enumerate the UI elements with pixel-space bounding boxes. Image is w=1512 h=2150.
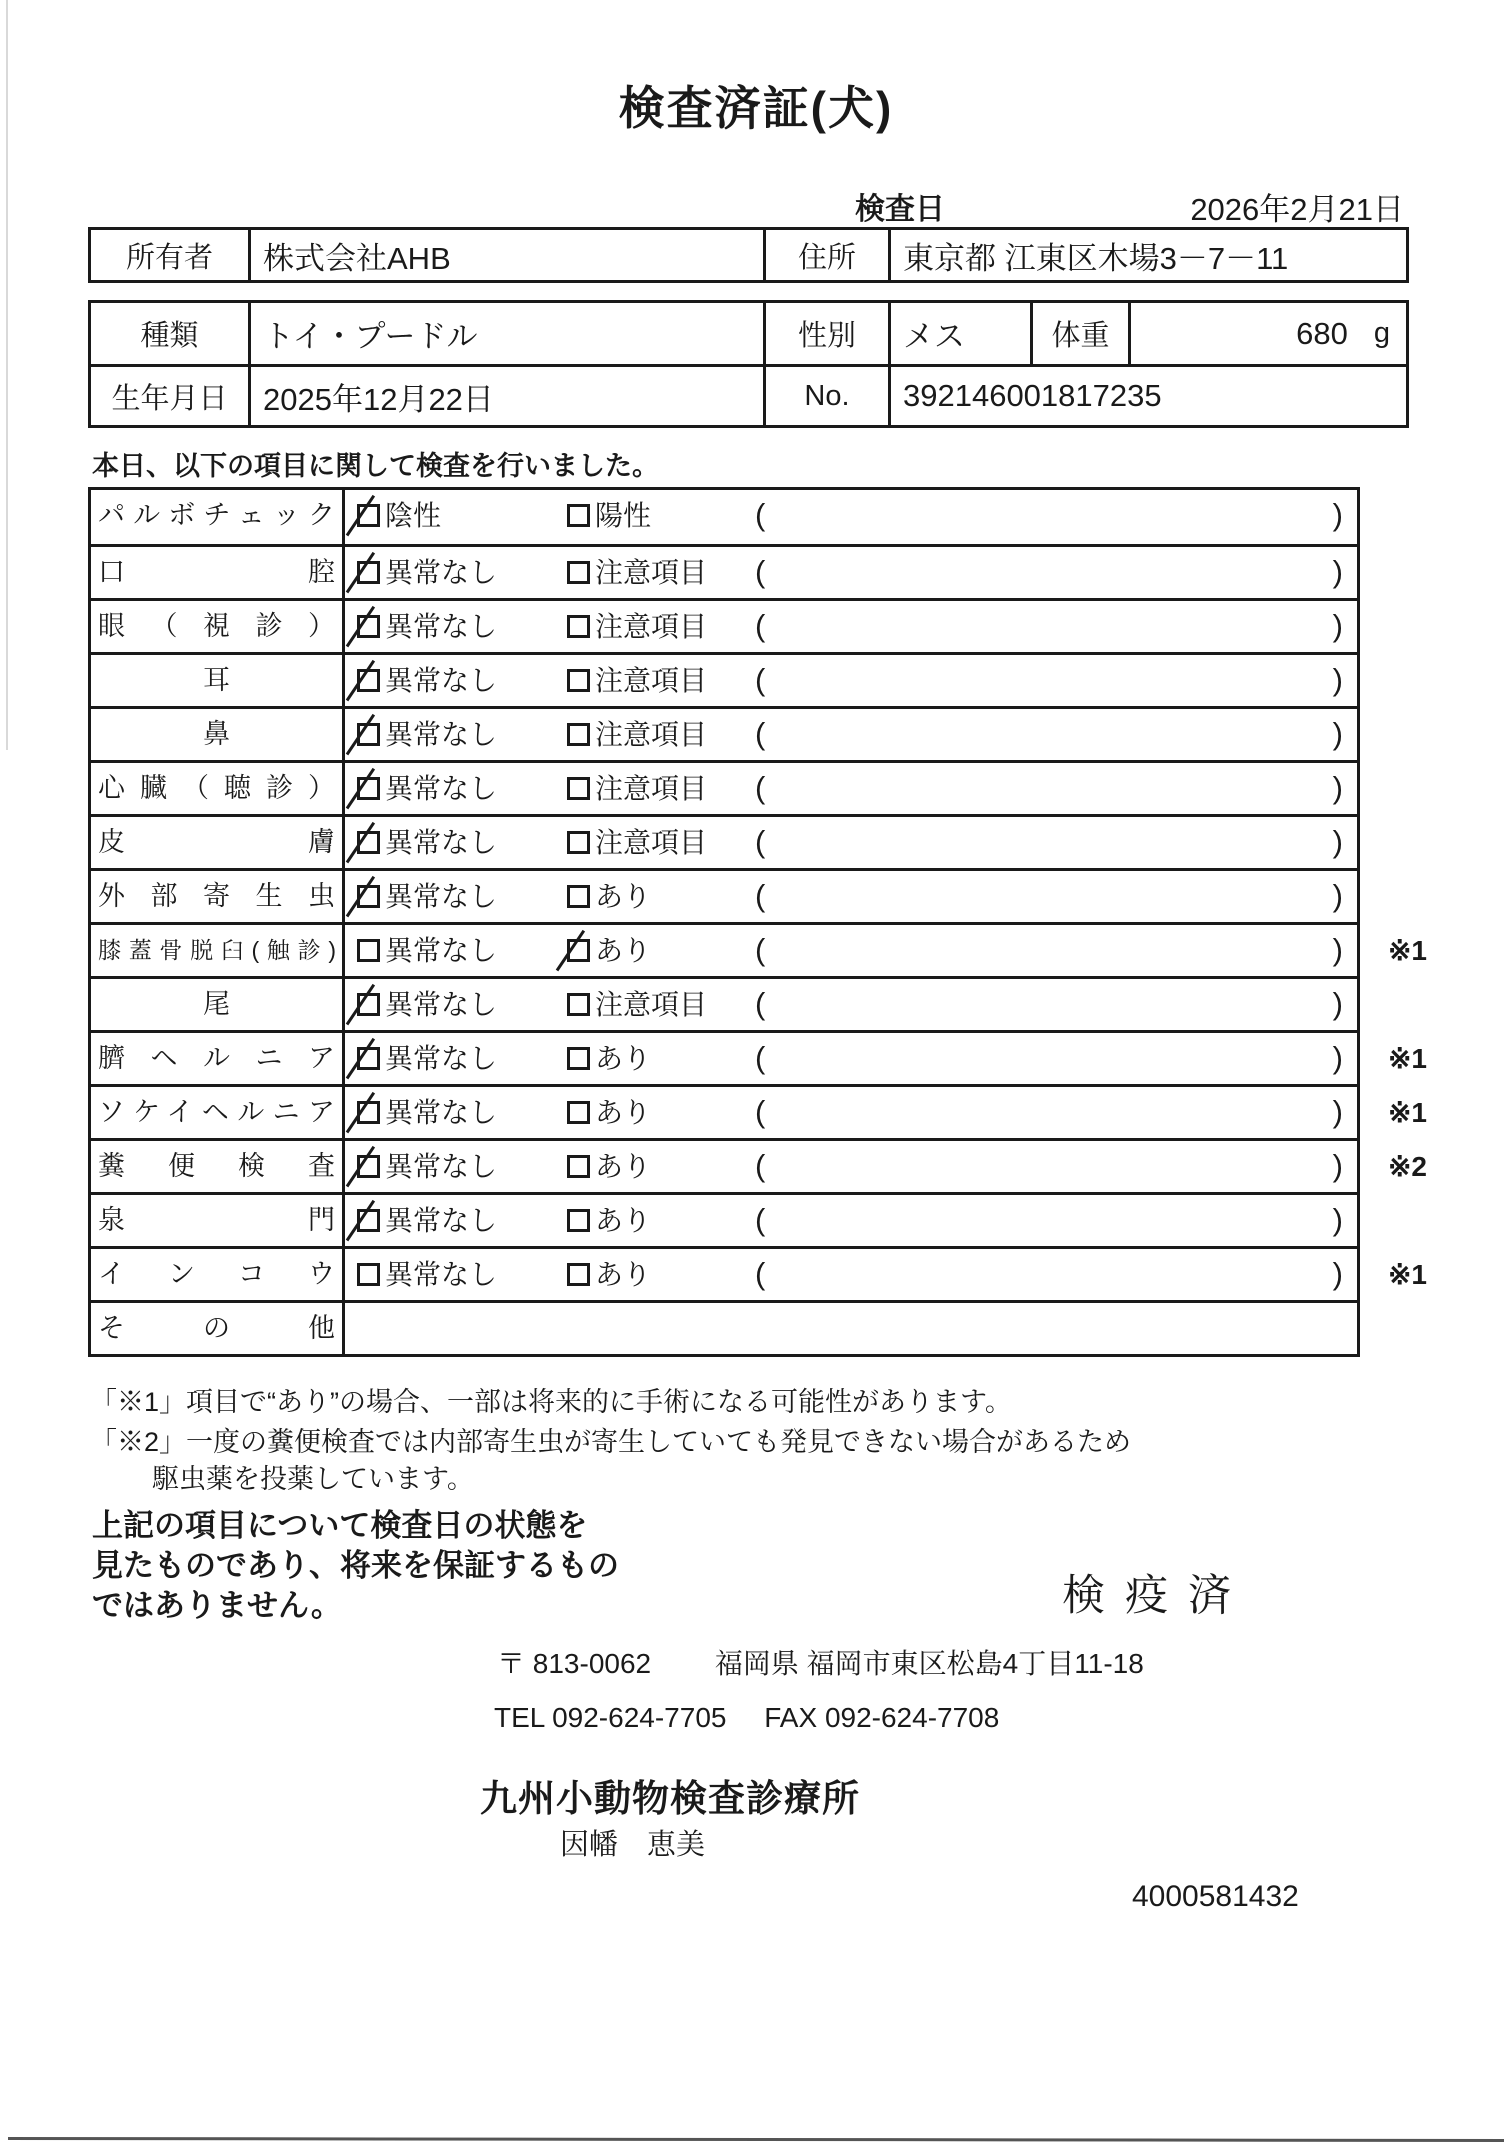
option2-label: 注意項目: [595, 611, 708, 642]
paren-open: (: [755, 1148, 766, 1183]
paren-open: (: [755, 716, 766, 751]
option2-label: あり: [595, 1097, 652, 1128]
sex-label: 性別: [766, 303, 891, 364]
checkbox-option2: [567, 669, 590, 692]
option1-label: 異常なし: [385, 1097, 498, 1128]
paren-open: (: [755, 608, 766, 643]
paren-open: (: [755, 986, 766, 1021]
option2-label: あり: [595, 881, 652, 912]
checklist-item-label: 泉門: [91, 1195, 345, 1246]
paren-close: ): [1332, 1040, 1343, 1075]
checkbox-option2: [567, 831, 590, 854]
checklist-row-content: [345, 601, 1357, 652]
inspection-date-label: 検査日: [855, 193, 945, 226]
checkbox-option2: [567, 1209, 590, 1232]
paren-close: ): [1332, 1148, 1343, 1183]
address-label: 住所: [766, 230, 891, 280]
footnote-marker: ※2: [1387, 1151, 1427, 1182]
checklist-item-label: 耳: [91, 655, 345, 706]
checkbox-option2: [567, 1155, 590, 1178]
serial-number: 4000581432: [1132, 1880, 1299, 1913]
checklist-row: [91, 922, 1427, 976]
weight-value-cell: [1131, 303, 1406, 364]
option2-label: あり: [595, 935, 652, 966]
checkbox-option2: [567, 1263, 590, 1286]
option2-label: あり: [595, 1151, 652, 1182]
checkbox-option1: [357, 993, 380, 1016]
page-title: 検査済証(犬): [618, 82, 894, 134]
clinic-name: 九州小動物検査診療所: [480, 1778, 860, 1819]
paren-close: ): [1332, 770, 1343, 805]
option2-label: 注意項目: [595, 989, 708, 1020]
checklist-row: [91, 652, 1357, 706]
checklist-item-label: 外部寄生虫: [91, 871, 345, 922]
checkbox-option2: [567, 1047, 590, 1070]
disclaimer-line1: 上記の項目について検査日の状態を: [92, 1508, 588, 1543]
paren-close: ): [1332, 986, 1343, 1021]
checkbox-option1: [357, 504, 380, 527]
scan-artifact-bottom-line: [8, 2137, 1504, 2142]
address-value: 東京都 江東区木場3－7－11: [903, 240, 1289, 276]
checkbox-option1: [357, 777, 380, 800]
birth-value: 2025年12月22日: [251, 367, 766, 425]
footnote-marker: ※1: [1387, 1259, 1427, 1290]
checklist-row-content: [345, 1033, 1357, 1084]
checkbox-option1: [357, 1155, 380, 1178]
checklist-row: [91, 760, 1357, 814]
paren-close: ): [1332, 716, 1343, 751]
checklist-row-content: [345, 763, 1357, 814]
paren-open: (: [755, 1094, 766, 1129]
option1-label: 異常なし: [385, 611, 498, 642]
option1-label: 異常なし: [385, 665, 498, 696]
paren-open: (: [755, 932, 766, 967]
checklist-row: [91, 1246, 1427, 1300]
option1-label: 異常なし: [385, 881, 498, 912]
paren-close: ): [1332, 932, 1343, 967]
checkbox-option1: [357, 669, 380, 692]
checklist-item-label: ソケイヘルニア: [91, 1087, 345, 1138]
checklist-row-content: [345, 1195, 1357, 1246]
option1-label: 異常なし: [385, 773, 498, 804]
fax-number: FAX 092-624-7708: [764, 1702, 1000, 1733]
option1-label: 異常なし: [385, 935, 498, 966]
checklist-row-content: [345, 709, 1357, 760]
checklist-item-label: 鼻: [91, 709, 345, 760]
checklist-table: [88, 487, 1427, 1357]
paren-open: (: [755, 824, 766, 859]
birth-row: [91, 364, 1406, 425]
checkbox-option2: [567, 723, 590, 746]
checklist-row-content: [345, 1249, 1357, 1300]
checkbox-option1: [357, 831, 380, 854]
checklist-row: [91, 544, 1357, 598]
checklist-row-content: [345, 1087, 1357, 1138]
checkbox-option1: [357, 1101, 380, 1124]
checkbox-option2: [567, 1101, 590, 1124]
option2-label: 注意項目: [595, 719, 708, 750]
paren-close: ): [1332, 1094, 1343, 1129]
checkbox-option2: [567, 777, 590, 800]
option2-label: 注意項目: [595, 665, 708, 696]
no-label: No.: [766, 367, 891, 425]
option1-label: 異常なし: [385, 827, 498, 858]
paren-open: (: [755, 1202, 766, 1237]
checklist-item-label: 心臓（聴診）: [91, 763, 345, 814]
footnote-2-line1: 「※2」一度の糞便検査では内部寄生虫が寄生していても発見できない場合があるため: [90, 1427, 1132, 1457]
checkbox-option1: [357, 615, 380, 638]
breed-row: [91, 303, 1406, 364]
checklist-row-content: [345, 817, 1357, 868]
birth-label: 生年月日: [91, 367, 251, 425]
option1-label: 異常なし: [385, 719, 498, 750]
checklist-row-content: [345, 1303, 1357, 1354]
checklist-row: [91, 868, 1357, 922]
paren-open: (: [755, 1256, 766, 1291]
checklist-row-content: [345, 1141, 1357, 1192]
tel-number: TEL 092-624-7705: [494, 1702, 727, 1733]
no-value: 392146001817235: [903, 378, 1162, 413]
checklist-item-label: パルボチェック: [91, 490, 345, 544]
option1-label: 異常なし: [385, 557, 498, 588]
paren-close: ): [1332, 554, 1343, 589]
tel-fax-line: [494, 1702, 999, 1734]
postal-code: 〒 813-0062: [497, 1648, 652, 1679]
option2-label: 注意項目: [595, 773, 708, 804]
option2-label: あり: [595, 1205, 652, 1236]
paren-close: ): [1332, 824, 1343, 859]
checklist-row-content: [345, 871, 1357, 922]
clinic-address-line: [497, 1642, 1144, 1682]
paren-open: (: [755, 554, 766, 589]
checklist-row-content: [345, 547, 1357, 598]
footnote-marker: ※1: [1387, 935, 1427, 966]
checklist-row: [91, 1138, 1427, 1192]
option2-label: 注意項目: [595, 827, 708, 858]
option1-label: 陰性: [385, 500, 442, 531]
checklist-item-label: 膝蓋骨脱臼(触診): [91, 925, 345, 976]
checklist-row-content: [345, 490, 1357, 544]
checklist-item-label: 臍ヘルニア: [91, 1033, 345, 1084]
option1-label: 異常なし: [385, 989, 498, 1020]
checklist-item-label: 口腔: [91, 547, 345, 598]
intro-sentence: 本日、以下の項目に関して検査を行いました。: [92, 451, 659, 481]
clinic-address: 福岡県 福岡市東区松島4丁目11-18: [714, 1648, 1144, 1679]
checklist-item-label: その他: [91, 1303, 345, 1354]
checklist-row: [91, 1300, 1357, 1354]
checkbox-option1: [357, 939, 380, 962]
checkbox-option1: [357, 885, 380, 908]
owner-label: 所有者: [91, 230, 251, 280]
checklist-item-label: 糞便検査: [91, 1141, 345, 1192]
checklist-row: [91, 706, 1357, 760]
checkbox-option1: [357, 1263, 380, 1286]
paren-close: ): [1332, 497, 1343, 532]
checklist-row: [91, 1192, 1357, 1246]
paren-close: ): [1332, 608, 1343, 643]
checklist-row: [91, 976, 1357, 1030]
footnote-marker: ※1: [1387, 1097, 1427, 1128]
checkbox-option2: [567, 615, 590, 638]
checkbox-option1: [357, 1047, 380, 1070]
owner-table: [88, 227, 1409, 283]
option2-label: あり: [595, 1259, 652, 1290]
footnote-2-line2: 駆虫薬を投薬しています。: [152, 1464, 474, 1494]
footnote-1: 「※1」項目で“あり”の場合、一部は将来的に手術になる可能性があります。: [90, 1387, 1012, 1417]
sex-value: メス: [891, 303, 1033, 364]
scan-artifact-left-line: [6, 0, 8, 750]
paren-close: ): [1332, 662, 1343, 697]
option2-label: 注意項目: [595, 557, 708, 588]
disclaimer-line3: ではありません。: [92, 1588, 342, 1623]
checkbox-option2: [567, 561, 590, 584]
checkbox-option2: [567, 504, 590, 527]
checklist-item-label: インコウ: [91, 1249, 345, 1300]
checklist-item-label: 眼（視診）: [91, 601, 345, 652]
option1-label: 異常なし: [385, 1043, 498, 1074]
checklist-item-label: 皮膚: [91, 817, 345, 868]
checklist-item-label: 尾: [91, 979, 345, 1030]
checkbox-option2: [567, 939, 590, 962]
breed-label: 種類: [91, 303, 251, 364]
weight-label: 体重: [1033, 303, 1131, 364]
animal-info-table: [88, 300, 1409, 428]
checklist-row: [91, 814, 1357, 868]
quarantine-stamp: 検疫済: [1062, 1572, 1251, 1620]
inspection-date-value: 2026年2月21日: [1190, 192, 1404, 227]
checkbox-option1: [357, 723, 380, 746]
checkbox-option2: [567, 885, 590, 908]
weight-unit: g: [1373, 317, 1390, 349]
disclaimer-text: [92, 1506, 619, 1626]
owner-value: 株式会社AHB: [251, 230, 766, 280]
checklist-row: [91, 598, 1357, 652]
checkbox-option2: [567, 993, 590, 1016]
checklist-row-content: [345, 925, 1357, 976]
paren-close: ): [1332, 1256, 1343, 1291]
paren-close: ): [1332, 878, 1343, 913]
paren-open: (: [755, 770, 766, 805]
checkbox-option1: [357, 561, 380, 584]
option2-label: あり: [595, 1043, 652, 1074]
paren-close: ): [1332, 1202, 1343, 1237]
paren-open: (: [755, 878, 766, 913]
option1-label: 異常なし: [385, 1151, 498, 1182]
weight-value: 680: [1296, 315, 1348, 351]
paren-open: (: [755, 1040, 766, 1075]
paren-open: (: [755, 662, 766, 697]
checklist-row-content: [345, 979, 1357, 1030]
option1-label: 異常なし: [385, 1205, 498, 1236]
checklist-row: [91, 490, 1357, 544]
disclaimer-line2: 見たものであり、将来を保証するもの: [92, 1548, 619, 1583]
checklist-row-content: [345, 655, 1357, 706]
option2-label: 陽性: [595, 500, 652, 531]
owner-row: [91, 230, 1406, 280]
paren-open: (: [755, 497, 766, 532]
checkbox-option1: [357, 1209, 380, 1232]
breed-value: トイ・プードル: [251, 303, 766, 364]
option1-label: 異常なし: [385, 1259, 498, 1290]
footnote-marker: ※1: [1387, 1043, 1427, 1074]
examiner-name: 因幡 恵美: [560, 1829, 706, 1861]
checklist-row: [91, 1030, 1427, 1084]
checklist-row: [91, 1084, 1427, 1138]
